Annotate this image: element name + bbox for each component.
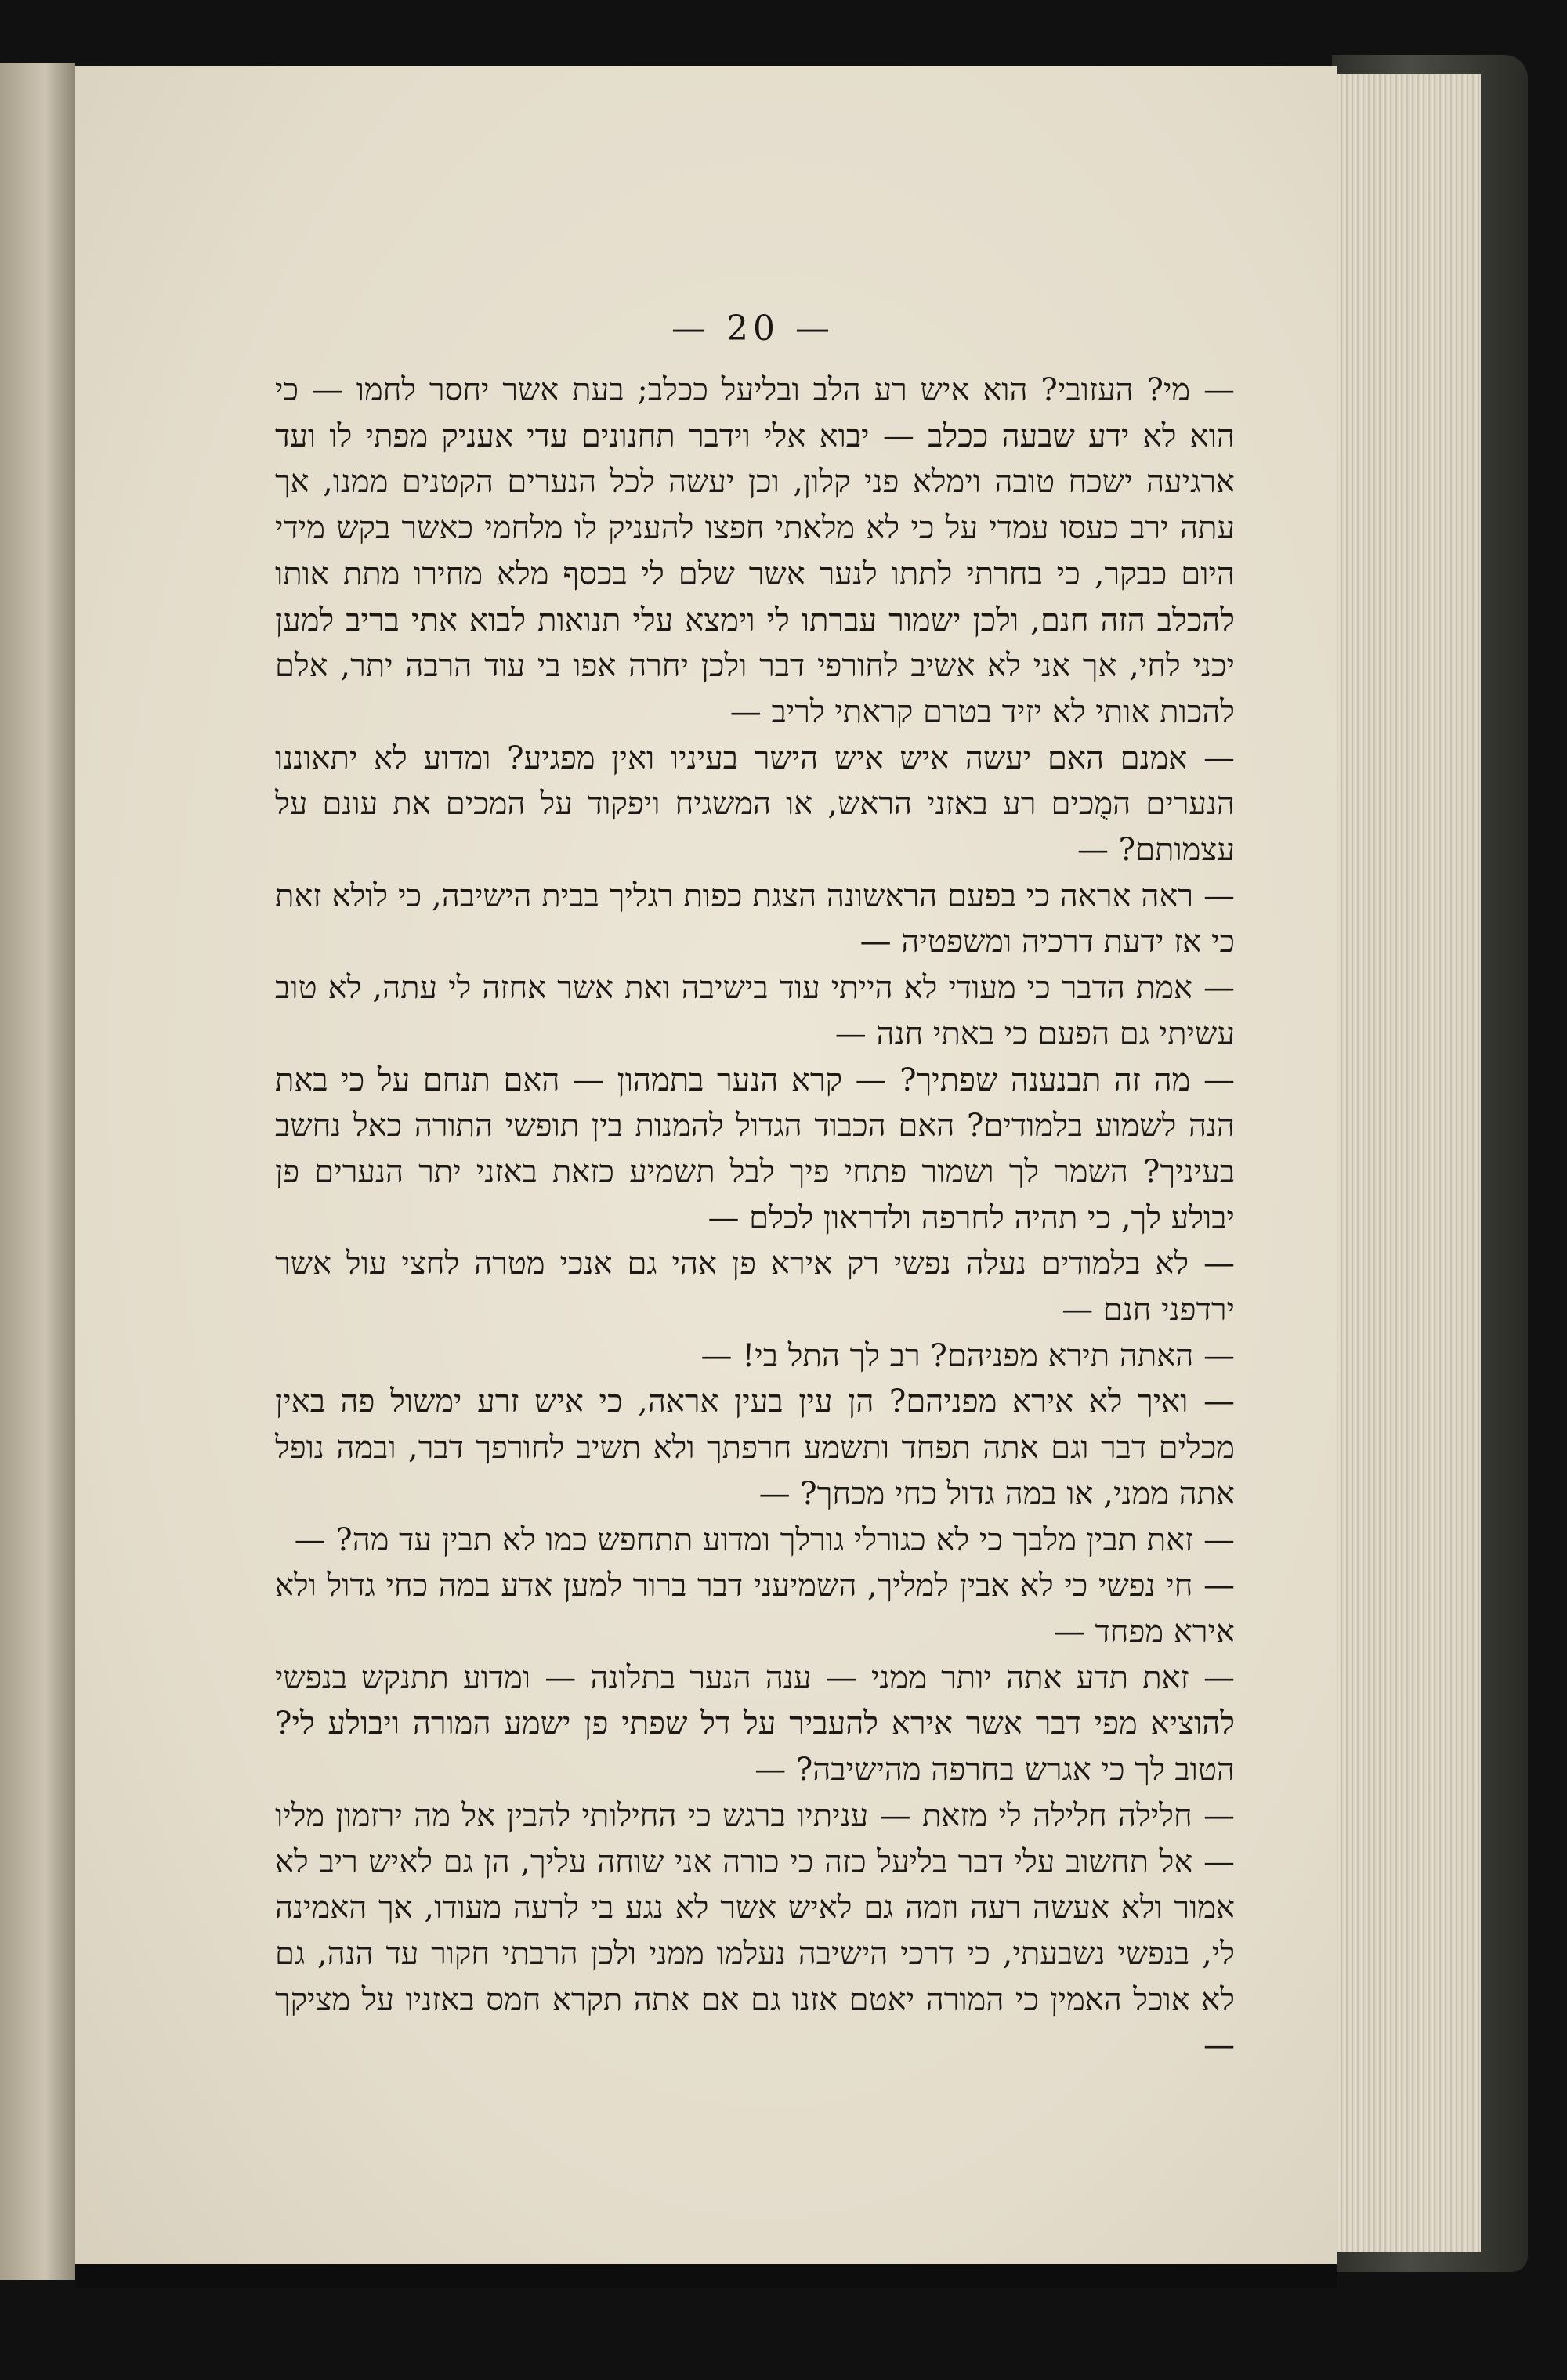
paragraph: — ואיך לא אירא מפניהם? הן עין בעין אראה, כי איש זרע ימשול פה באין מכלים דבר וגם אתה תפחד ותשמע חרפתך ולא תשיב לחורפך דבר, ובמה נופל אתה ממני, או במה גדול כחי מכחך? — <box>275 1384 1235 1512</box>
paragraph: — זאת תדע אתה יותר ממני — ענה הנער בתלונה — ומדוע תתנקש בנפשי להוציא מפי דבר אשר אירא להעביר על דל שפתי פן ישמע המורה ויבולע לי? הטוב לך כי אגרש בחרפה מהישיבה? — <box>275 1659 1235 1789</box>
scan-bottom-edge <box>75 2264 1337 2288</box>
paragraph: — חי נפשי כי לא אבין למליך, השמיעני דבר ברור למען אדע במה כחי גדול ולא אירא מפחד — <box>275 1568 1235 1650</box>
facing-page-edge <box>0 63 75 2280</box>
paragraph: — אמת הדבר כי מעודי לא הייתי עוד בישיבה ואת אשר אחזה לי עתה, לא טוב עשיתי גם הפעם כי באתי חנה — <box>275 970 1235 1052</box>
paragraph: — לא בלמודים נעלה נפשי רק אירא פן אהי גם אנכי מטרה לחצי עול אשר ירדפני חנם — <box>275 1246 1235 1329</box>
paragraph: — ראה אראה כי בפעם הראשונה הצגת כפות רגליך בבית הישיבה, כי לולא זאת כי אז ידעת דרכיה ומשפטיה — <box>275 877 1235 960</box>
paragraph: — אמנם האם יעשה איש איש הישר בעיניו ואין מפגיע? ומדוע לא יתאוננו הנערים המֻכים רע באזני הראש, או המשגיח ויפקוד על המכים את עונם על עצמותם? — <box>275 740 1235 869</box>
page-body-text <box>275 367 1235 2069</box>
paragraph: — האתה תירא מפניהם? רב לך התל בי! — <box>700 1337 1235 1374</box>
paragraph: — חלילה חלילה לי מזאת — עניתיו ברגש כי החילותי להבין אל מה ירזמון מליו — אל תחשוב עלי דבר בליעל כזה כי כורה אני שוחה עליך, הן גם לאיש ריב לא אמור ולא אעשה רעה וזמה גם לאיש אשר לא נגע בי לרעה מעודו, אך האמינה לי, בנפשי נשבעתי, כי דרכי הישיבה נעלמו ממני ולכן הרבתי חקור עד הנה, גם לא אוכל האמין כי המורה יאטם אזנו גם אם אתה תקרא חמס באזניו על מציקך — <box>275 1797 1235 2064</box>
paragraph: — מי? העזובי? הוא איש רע הלב ובליעל ככלב; בעת אשר יחסר לחמו — כי הוא לא ידע שבעה ככלב — יבוא אלי וידבר תחנונים עדי אעניק מפתי לו ועד ארגיעה ישכח טובה וימלא פני קלון, וכן יעשה לכל הנערים הקטנים ממנו, אך עתה ירב כעסו עמדי על כי לא מלאתי חפצו להעניק לו מלחמי כאשר בקש מידי היום כבקר, כי בחרתי לתתו לנער אשר שלם לי בכסף מלא מחירו מתת אותו להכלב הזה חנם, ולכן ישמור עברתו לי וימצא עלי תנואות לבוא אתי בריב למען יכני לחי, אך אני לא אשיב לחורפי דבר ולכן יחרה אפו בי עוד הרבה יתר, אלם להכות אותי לא יזיד בטרם קראתי לריב — <box>275 372 1235 730</box>
paragraph: — זאת תבין מלבך כי לא כגורלי גורלך ומדוע תתחפש כמו לא תבין עד מה? — <box>294 1521 1235 1558</box>
book-page <box>75 66 1337 2275</box>
paragraph: — מה זה תבנענה שפתיך? — קרא הנער בתמהון — האם תנחם על כי באת הנה לשמוע בלמודים? האם הכבוד הגדול להמנות בין תופשי התורה כאל נחשב בעיניך? השמר לך ושמור פתחי פיך לבל תשמיע כזאת באזני יתר הנערים פן יבולע לך, כי תהיה לחרפה ולדראון לכלם — <box>275 1062 1235 1236</box>
page-number: — 20 — <box>671 309 834 349</box>
page-stack-edges <box>1332 74 1481 2252</box>
